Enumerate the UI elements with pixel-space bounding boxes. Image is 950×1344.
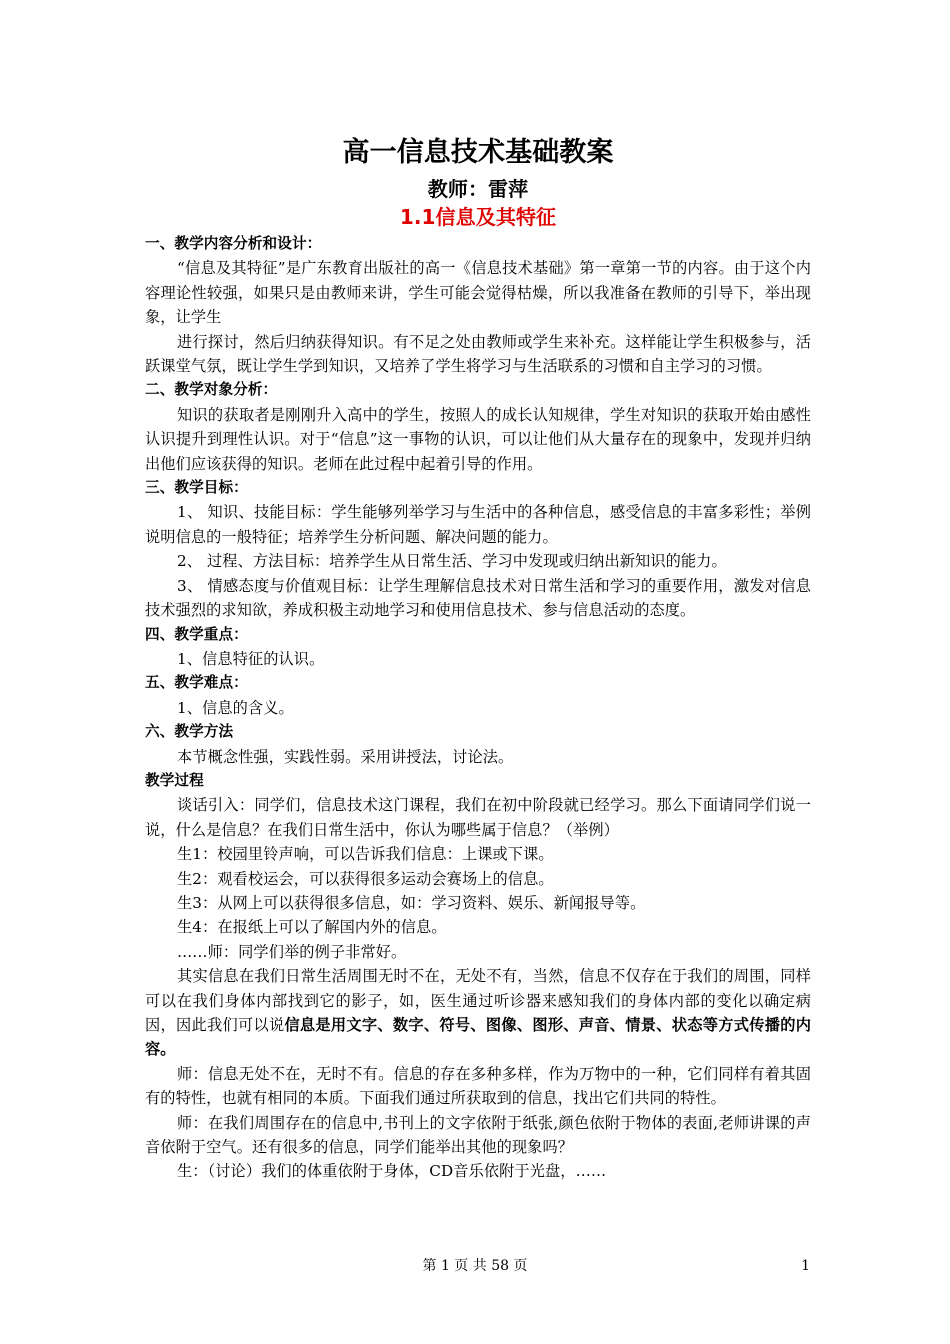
- heading-key-points: 四、教学重点：: [145, 625, 248, 643]
- teacher-comment-2: 师：信息无处不在，无时不有。信息的存在多种多样，作为万物中的一种，它们同样有着其固有的特性，也就有相同的本质。下面我们通过所获取到的信息，找出它们共同的特性。: [145, 1064, 811, 1108]
- paragraph-content-analysis-1: “信息及其特征”是广东教育出版社的高一《信息技术基础》第一章第一节的内容。由于这个内容理论性较强，如果只是由教师来讲，学生可能会觉得枯燥，所以我准备在教师的引导下，举出现象，让学生: [145, 259, 811, 327]
- goal-item-3: 3、 情感态度与价值观目标：让学生理解信息技术对日常生活和学习的重要作用，激发对信息技术强烈的求知欲，养成积极主动地学习和使用信息技术、参与信息活动的态度。: [145, 576, 811, 620]
- goal-item-1: 1、 知识、技能目标：学生能够列举学习与生活中的各种信息，感受信息的丰富多彩性；举例说明信息的一般特征；培养学生分析问题、解决问题的能力。: [145, 503, 811, 546]
- heading-object-analysis: 二、教学对象分析：: [145, 381, 278, 399]
- teacher-comment-3: 师：在我们周围存在的信息中,书刊上的文字依附于纸张,颜色依附于物体的表面,老师讲课的声音依附于空气。还有很多的信息，同学们能举出其他的现象吗？: [145, 1113, 811, 1157]
- student-answer-2: 生2：观看校运会，可以获得很多运动会赛场上的信息。: [177, 869, 554, 888]
- page-number: 1: [801, 1258, 810, 1274]
- explanation-paragraph: [145, 964, 811, 1062]
- heading-difficulties: 五、教学难点：: [145, 674, 248, 692]
- definition-bold: 信息是用文字、数字、符号、图像、图形、声音、情景、状态等方式传播的内容。: [145, 1016, 811, 1059]
- paragraph-content-analysis-2: 进行探讨，然后归纳获得知识。有不足之处由教师或学生来补充。这样能让学生积极参与，活跃课堂气氛，既让学生学到知识，又培养了学生将学习与生活联系的习惯和自主学习的习惯。: [145, 332, 811, 376]
- difficulty-1: 1、信息的含义。: [177, 698, 294, 717]
- paragraph-object-analysis: 知识的获取者是刚刚升入高中的学生，按照人的成长认知规律，学生对知识的获取开始由感性认识提升到理性认识。对于“信息”这一事物的认识，可以让他们从大量存在的现象中，发现并归纳出他们应该获得的知识。老师在此过程中起着引导的作用。: [145, 405, 811, 473]
- heading-process: 教学过程: [145, 771, 204, 789]
- teacher-line: 教师：雷萍: [427, 177, 529, 201]
- teacher-comment-1: ……师：同学们举的例子非常好。: [177, 942, 407, 961]
- student-answer-3: 生3：从网上可以获得很多信息，如：学习资料、娱乐、新闻报导等。: [177, 893, 646, 912]
- key-point-1: 1、信息特征的认识。: [177, 649, 325, 668]
- document-page: [145, 130, 811, 1184]
- page-info: 第 1 页 共 58 页: [422, 1258, 528, 1274]
- method-text: 本节概念性强，实践性弱。采用讲授法，讨论法。: [177, 747, 514, 766]
- goal-item-2: 2、 过程、方法目标：培养学生从日常生活、学习中发现或归纳出新知识的能力。: [177, 552, 727, 571]
- process-intro: 谈话引入：同学们，信息技术这门课程，我们在初中阶段就已经学习。那么下面请同学们说一说，什么是信息？在我们日常生活中，你认为哪些属于信息？（举例）: [145, 796, 811, 839]
- section-title: 1.1信息及其特征: [399, 205, 557, 229]
- doc-title: 高一信息技术基础教案: [342, 137, 614, 168]
- heading-goals: 三、教学目标：: [145, 479, 248, 497]
- student-answer-5: 生：（讨论）我们的体重依附于身体，CD音乐依附于光盘，……: [177, 1162, 607, 1181]
- explanation-text: 其实信息在我们日常生活周围无时不在，无处不有，当然，信息不仅存在于我们的周围，同样可以在我们身体内部找到它的影子，如，医生通过听诊器来感知我们的身体内部的变化以确定病因，因此我们可以说: [145, 967, 811, 1034]
- heading-methods: 六、教学方法: [145, 723, 234, 741]
- student-answer-1: 生1：校园里铃声响，可以告诉我们信息：上课或下课。: [177, 845, 554, 864]
- heading-content-analysis: 一、教学内容分析和设计：: [145, 235, 322, 252]
- student-answer-4: 生4：在报纸上可以了解国内外的信息。: [177, 918, 447, 937]
